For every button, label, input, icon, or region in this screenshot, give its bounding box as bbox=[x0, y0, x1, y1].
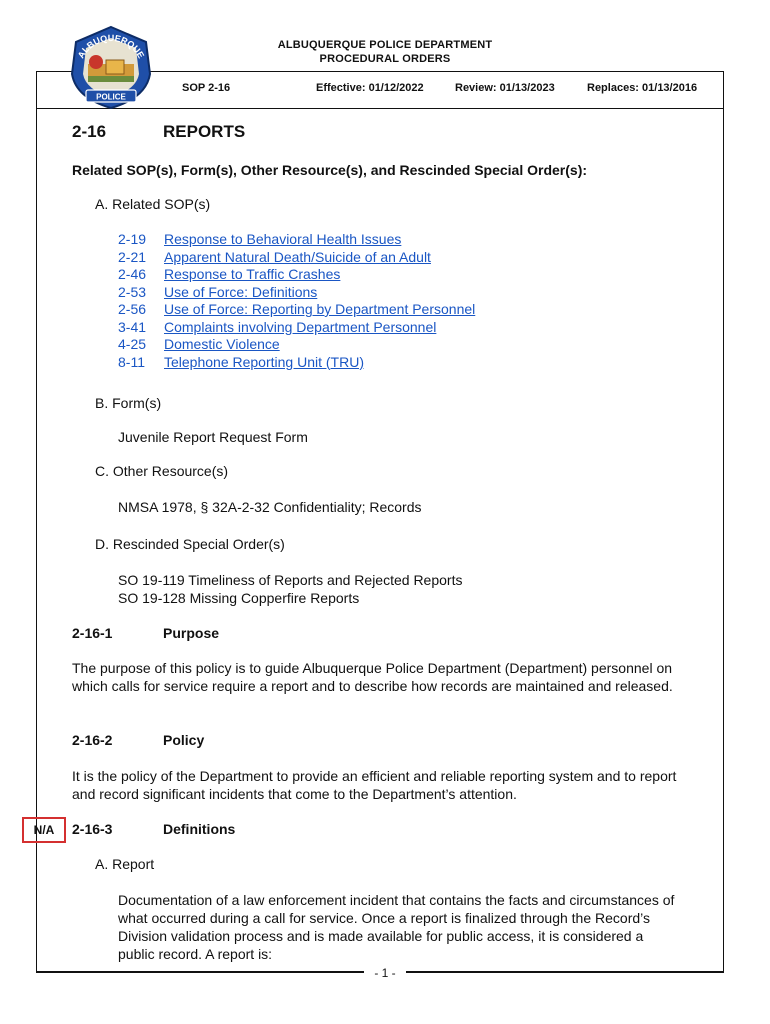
na-badge: N/A bbox=[22, 817, 66, 843]
definition-a-label: A. Report bbox=[95, 856, 155, 872]
resource-nmsa: NMSA 1978, § 32A-2-32 Confidentiality; Records bbox=[118, 499, 422, 515]
purpose-body: The purpose of this policy is to guide Albuquerque Police Department (Department) personnel on which calls for service require a report and to describe how records are maintained and released. bbox=[72, 660, 673, 694]
review-date: Review: 01/13/2023 bbox=[455, 82, 555, 94]
replaces-date: Replaces: 01/13/2016 bbox=[587, 82, 698, 94]
definitions-heading: Definitions bbox=[163, 821, 236, 837]
policy-heading: Policy bbox=[163, 732, 205, 748]
policy-body: It is the policy of the Department to provide an efficient and reliable reporting system and to report and record significant incidents that come to the Department’s attention. bbox=[72, 768, 677, 802]
page-title: REPORTS bbox=[163, 122, 246, 141]
related-sop-links bbox=[118, 231, 475, 371]
purpose-number: 2-16-1 bbox=[72, 625, 113, 641]
procedural-orders-label: PROCEDURAL ORDERS bbox=[319, 53, 451, 65]
definitions-number: 2-16-3 bbox=[72, 821, 113, 837]
section-b-label: B. Form(s) bbox=[95, 395, 162, 411]
section-c-label: C. Other Resource(s) bbox=[95, 463, 229, 479]
related-heading: Related SOP(s), Form(s), Other Resource(s), and Rescinded Special Order(s): bbox=[72, 162, 588, 178]
link-sop-2-19[interactable]: 2-19 Response to Behavioral Health Issues bbox=[118, 231, 402, 247]
link-sop-8-11[interactable]: 8-11 Telephone Reporting Unit (TRU) bbox=[118, 353, 364, 370]
section-d-label: D. Rescinded Special Order(s) bbox=[95, 536, 285, 552]
department-name: ALBUQUERQUE POLICE DEPARTMENT bbox=[277, 39, 493, 51]
sop-number: SOP 2-16 bbox=[182, 82, 231, 94]
link-sop-2-21[interactable]: 2-21 Apparent Natural Death/Suicide of an Adult bbox=[118, 248, 431, 265]
purpose-heading: Purpose bbox=[163, 625, 220, 641]
rescinded-order-2: SO 19-128 Missing Copperfire Reports bbox=[118, 590, 360, 606]
title-number: 2-16 bbox=[72, 122, 107, 141]
rescinded-order-1: SO 19-119 Timeliness of Reports and Rejected Reports bbox=[118, 572, 463, 588]
page-number: - 1 - bbox=[0, 966, 770, 980]
form-juvenile-report: Juvenile Report Request Form bbox=[118, 429, 308, 445]
logo-bottom-text: POLICE bbox=[96, 92, 126, 102]
link-sop-3-41[interactable]: 3-41 Complaints involving Department Personnel bbox=[118, 318, 437, 335]
definition-a-body: Documentation of a law enforcement incident that contains the facts and circumstances of what occurred during a call for service. Once a report is finalized through the Record’s Division validation process and is made available for public access, it is considered a public record. A report is: bbox=[118, 892, 675, 962]
logo-top-text: ALBUQUERQUE bbox=[75, 32, 147, 61]
link-sop-4-25[interactable]: 4-25 Domestic Violence bbox=[118, 336, 280, 352]
link-sop-2-53[interactable]: 2-53 Use of Force: Definitions bbox=[118, 283, 318, 300]
link-sop-2-56[interactable]: 2-56 Use of Force: Reporting by Department Personnel bbox=[118, 301, 476, 317]
policy-number: 2-16-2 bbox=[72, 732, 113, 748]
link-sop-2-46[interactable]: 2-46 Response to Traffic Crashes bbox=[118, 266, 341, 282]
effective-date: Effective: 01/12/2022 bbox=[316, 82, 424, 94]
section-a-label: A. Related SOP(s) bbox=[95, 196, 211, 212]
police-badge-logo bbox=[66, 24, 156, 110]
